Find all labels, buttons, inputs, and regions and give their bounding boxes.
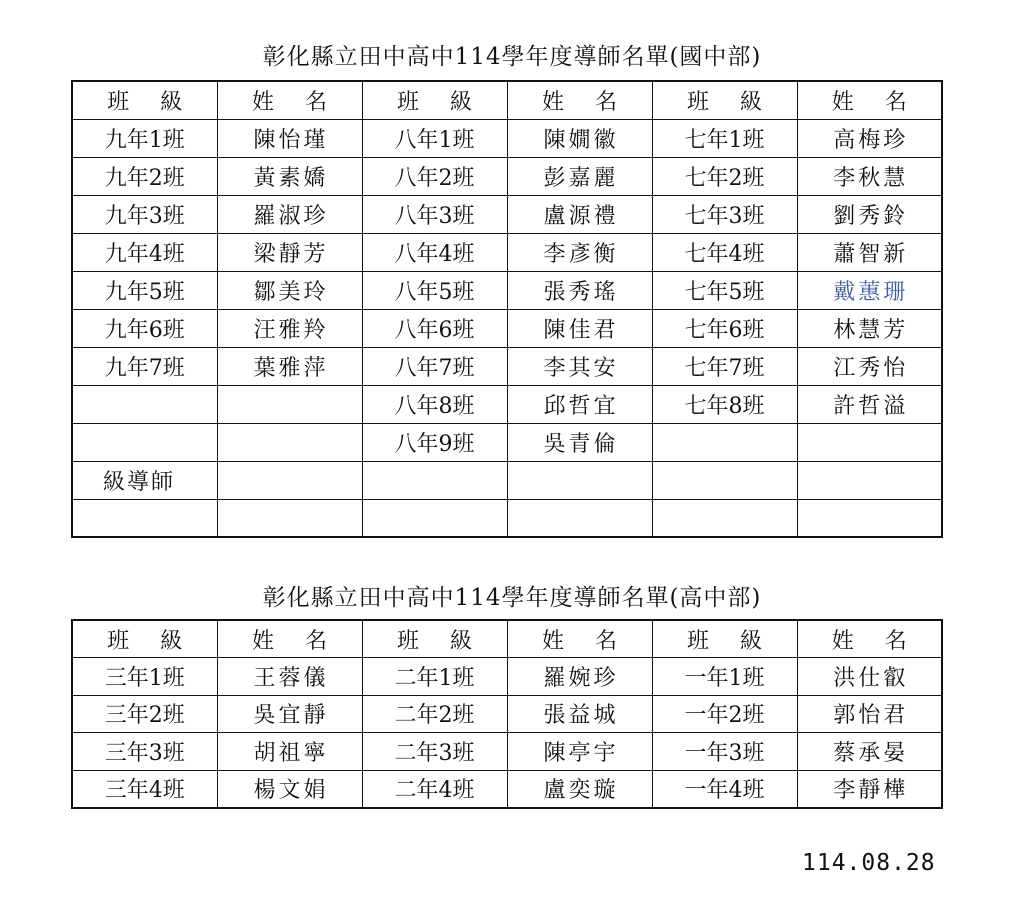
class-cell: 八年7班 bbox=[362, 347, 507, 385]
teacher-name-cell: 高梅珍 bbox=[797, 119, 942, 157]
class-cell bbox=[72, 423, 217, 461]
class-cell: 八年6班 bbox=[362, 309, 507, 347]
document-date: 114.08.28 bbox=[802, 850, 936, 876]
teacher-name-cell bbox=[797, 423, 942, 461]
class-cell: 八年4班 bbox=[362, 233, 507, 271]
class-cell: 八年1班 bbox=[362, 119, 507, 157]
class-cell: 九年4班 bbox=[72, 233, 217, 271]
column-header-name: 姓 名 bbox=[797, 620, 942, 658]
teacher-name-cell bbox=[217, 423, 362, 461]
table-row bbox=[72, 695, 942, 733]
teacher-name-cell: 楊文娟 bbox=[217, 770, 362, 808]
class-cell: 二年1班 bbox=[362, 658, 507, 696]
teacher-name-cell: 許哲溢 bbox=[797, 385, 942, 423]
teacher-name-cell: 李秋慧 bbox=[797, 157, 942, 195]
teacher-name-cell: 張秀瑤 bbox=[507, 271, 652, 309]
teacher-name-cell bbox=[217, 385, 362, 423]
teacher-name-cell: 梁靜芳 bbox=[217, 233, 362, 271]
class-cell: 三年4班 bbox=[72, 770, 217, 808]
teacher-name-cell: 羅婉珍 bbox=[507, 658, 652, 696]
table-row bbox=[72, 233, 942, 271]
teacher-name-cell: 鄒美玲 bbox=[217, 271, 362, 309]
class-cell: 七年8班 bbox=[652, 385, 797, 423]
teacher-name-cell: 郭怡君 bbox=[797, 695, 942, 733]
class-cell: 七年4班 bbox=[652, 233, 797, 271]
class-cell: 一年3班 bbox=[652, 733, 797, 771]
class-cell: 九年2班 bbox=[72, 157, 217, 195]
class-cell: 級導師 bbox=[72, 461, 217, 499]
class-cell: 七年7班 bbox=[652, 347, 797, 385]
teacher-name-cell: 吳青倫 bbox=[507, 423, 652, 461]
senior-roster-table bbox=[71, 619, 943, 809]
class-cell: 七年2班 bbox=[652, 157, 797, 195]
senior-roster-title: 彰化縣立田中高中114學年度導師名單(高中部) bbox=[262, 585, 762, 611]
class-cell: 八年8班 bbox=[362, 385, 507, 423]
teacher-name-cell: 彭嘉麗 bbox=[507, 157, 652, 195]
class-cell bbox=[652, 499, 797, 537]
class-cell bbox=[72, 499, 217, 537]
column-header-class: 班 級 bbox=[652, 620, 797, 658]
class-cell: 九年1班 bbox=[72, 119, 217, 157]
class-cell bbox=[362, 499, 507, 537]
column-header-name: 姓 名 bbox=[217, 620, 362, 658]
table-row bbox=[72, 770, 942, 808]
column-header-class: 班 級 bbox=[362, 620, 507, 658]
teacher-name-cell: 邱哲宜 bbox=[507, 385, 652, 423]
junior-roster-title: 彰化縣立田中高中114學年度導師名單(國中部) bbox=[262, 44, 762, 70]
table-row bbox=[72, 658, 942, 696]
column-header-class: 班 級 bbox=[72, 620, 217, 658]
table-row bbox=[72, 309, 942, 347]
class-cell: 七年5班 bbox=[652, 271, 797, 309]
class-cell: 九年5班 bbox=[72, 271, 217, 309]
header-row bbox=[72, 81, 942, 119]
teacher-name-cell: 陳亭宇 bbox=[507, 733, 652, 771]
class-cell: 三年2班 bbox=[72, 695, 217, 733]
table-row bbox=[72, 157, 942, 195]
teacher-name-cell: 洪仕叡 bbox=[797, 658, 942, 696]
class-cell bbox=[652, 423, 797, 461]
teacher-name-cell: 盧源禮 bbox=[507, 195, 652, 233]
table-row bbox=[72, 271, 942, 309]
class-cell bbox=[362, 461, 507, 499]
teacher-name-cell: 葉雅萍 bbox=[217, 347, 362, 385]
teacher-name-cell: 蔡承晏 bbox=[797, 733, 942, 771]
table-row bbox=[72, 461, 942, 499]
class-cell bbox=[72, 385, 217, 423]
teacher-name-cell: 羅淑珍 bbox=[217, 195, 362, 233]
teacher-name-cell bbox=[797, 461, 942, 499]
teacher-name-cell: 林慧芳 bbox=[797, 309, 942, 347]
teacher-name-cell: 盧奕璇 bbox=[507, 770, 652, 808]
class-cell: 七年6班 bbox=[652, 309, 797, 347]
teacher-name-cell: 江秀怡 bbox=[797, 347, 942, 385]
teacher-name-cell: 陳怡瑾 bbox=[217, 119, 362, 157]
class-cell: 九年6班 bbox=[72, 309, 217, 347]
teacher-name-cell: 王蓉儀 bbox=[217, 658, 362, 696]
teacher-name-cell: 劉秀鈴 bbox=[797, 195, 942, 233]
table-row bbox=[72, 347, 942, 385]
teacher-name-cell: 汪雅羚 bbox=[217, 309, 362, 347]
column-header-name: 姓 名 bbox=[507, 81, 652, 119]
teacher-name-cell bbox=[507, 461, 652, 499]
teacher-name-cell: 蕭智新 bbox=[797, 233, 942, 271]
junior-roster-table bbox=[71, 80, 943, 538]
teacher-name-cell: 李彥衡 bbox=[507, 233, 652, 271]
teacher-name-cell bbox=[797, 499, 942, 537]
header-row bbox=[72, 620, 942, 658]
teacher-name-cell: 吳宜靜 bbox=[217, 695, 362, 733]
teacher-name-cell: 黃素嬌 bbox=[217, 157, 362, 195]
teacher-name-cell: 胡祖寧 bbox=[217, 733, 362, 771]
class-cell: 八年9班 bbox=[362, 423, 507, 461]
table-row bbox=[72, 195, 942, 233]
table-row bbox=[72, 733, 942, 771]
column-header-class: 班 級 bbox=[72, 81, 217, 119]
teacher-name-cell: 陳嫺徽 bbox=[507, 119, 652, 157]
class-cell: 一年4班 bbox=[652, 770, 797, 808]
class-cell: 九年7班 bbox=[72, 347, 217, 385]
teacher-name-cell: 李其安 bbox=[507, 347, 652, 385]
class-cell: 一年2班 bbox=[652, 695, 797, 733]
teacher-name-cell bbox=[217, 461, 362, 499]
class-cell: 七年3班 bbox=[652, 195, 797, 233]
column-header-name: 姓 名 bbox=[217, 81, 362, 119]
class-cell: 二年4班 bbox=[362, 770, 507, 808]
teacher-name-cell: 戴蕙珊 bbox=[797, 271, 942, 309]
table-row bbox=[72, 385, 942, 423]
teacher-name-cell bbox=[217, 499, 362, 537]
column-header-class: 班 級 bbox=[362, 81, 507, 119]
class-cell: 二年2班 bbox=[362, 695, 507, 733]
teacher-name-cell: 張益城 bbox=[507, 695, 652, 733]
column-header-name: 姓 名 bbox=[797, 81, 942, 119]
column-header-class: 班 級 bbox=[652, 81, 797, 119]
class-cell: 三年1班 bbox=[72, 658, 217, 696]
teacher-name-cell: 李靜樺 bbox=[797, 770, 942, 808]
column-header-name: 姓 名 bbox=[507, 620, 652, 658]
class-cell: 三年3班 bbox=[72, 733, 217, 771]
class-cell bbox=[652, 461, 797, 499]
teacher-name-cell: 陳佳君 bbox=[507, 309, 652, 347]
class-cell: 八年5班 bbox=[362, 271, 507, 309]
class-cell: 九年3班 bbox=[72, 195, 217, 233]
class-cell: 一年1班 bbox=[652, 658, 797, 696]
table-row bbox=[72, 423, 942, 461]
table-row bbox=[72, 119, 942, 157]
teacher-name-cell bbox=[507, 499, 652, 537]
class-cell: 八年3班 bbox=[362, 195, 507, 233]
class-cell: 七年1班 bbox=[652, 119, 797, 157]
class-cell: 八年2班 bbox=[362, 157, 507, 195]
class-cell: 二年3班 bbox=[362, 733, 507, 771]
table-row bbox=[72, 499, 942, 537]
